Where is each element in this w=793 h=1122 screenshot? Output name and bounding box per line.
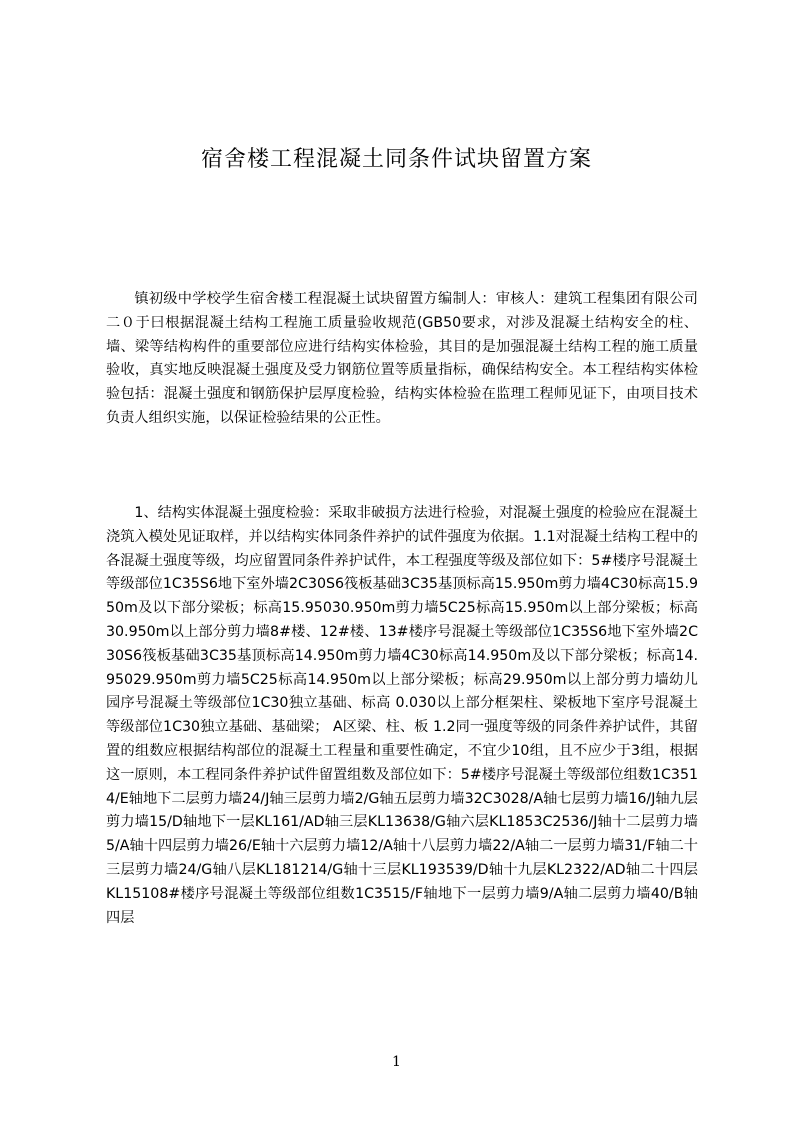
page-number: 1: [392, 1054, 401, 1070]
document-title: 宿舍楼工程混凝土同条件试块留置方案: [200, 147, 592, 172]
intro-paragraph: 镇初级中学校学生宿舍楼工程混凝土试块留置方编制人：审核人：建筑工程集团有限公司二０于曰根据混凝土结构工程施工质量验收规范(GB50要求，对涉及混凝土结构安全的柱、墙、梁等结构构件的重要部位应进行结构实体检验，其目的是加强混凝土结构工程的施工质量验收，真实地反映混凝土强度及受力钢筋位置等质量指标，确保结构安全。本工程结构实体检验包括：混凝土强度和钢筋保护层厚度检验，结构实体检验在监理工程师见证下，由项目技术负责人组织实施，以保证检验结果的公正性。: [106, 291, 698, 426]
strength-inspection-paragraph: 1、结构实体混凝土强度检验：采取非破损方法进行检验，对混凝土强度的检验应在混凝土浇筑入模处见证取样，并以结构实体同条件养护的试件强度为依据。1.1对混凝土结构工程中的各混凝土强度等级，均应留置同条件养护试件，本工程强度等级及部位如下：5#楼序号混凝土等级部位1C35S6地下室外墙2C30S6筏板基础3C35基顶标高15.950m剪力墙4C30标高15.950m及以下部分梁板；标高15.95030.950m剪力墙5C25标高15.950m以上部分梁板；标高30.950m以上部分剪力墙8#楼、12#楼、13#楼序号混凝土等级部位1C35S6地下室外墙2C30S6筏板基础3C35基顶标高14.950m剪力墙4C30标高14.950m及以下部分梁板；标高14.95029.950m剪力墙5C25标高14.950m以上部分梁板；标高29.950m以上部分剪力墙幼儿园序号混凝土等级部位1C30独立基础、标高 0.030以上部分框架柱、梁板地下室序号混凝土等级部位1C30独立基础、基础梁； A区梁、柱、板 1.2同一强度等级的同条件养护试件，其留置的组数应根据结构部位的混凝土工程量和重要性确定，不宜少10组，且不应少于3组，根据这一原则，本工程同条件养护试件留置组数及部位如下：5#楼序号混凝土等级部位组数1C3514/E轴地下二层剪力墙24/J轴三层剪力墙2/G轴五层剪力墙32C3028/A轴七层剪力墙16/J轴九层剪力墙15/D轴地下一层KL161/AD轴三层KL13638/G轴六层KL1853C2536/J轴十二层剪力墙5/A轴十四层剪力墙26/E轴十六层剪力墙12/A轴十八层剪力墙22/A轴二一层剪力墙31/F轴二十三层剪力墙24/G轴八层KL181214/G轴十三层KL193539/D轴十九层KL2322/AD轴二十四层KL15108#楼序号混凝土等级部位组数1C3515/F轴地下一层剪力墙9/A轴二层剪力墙40/B轴四层: [106, 505, 698, 926]
